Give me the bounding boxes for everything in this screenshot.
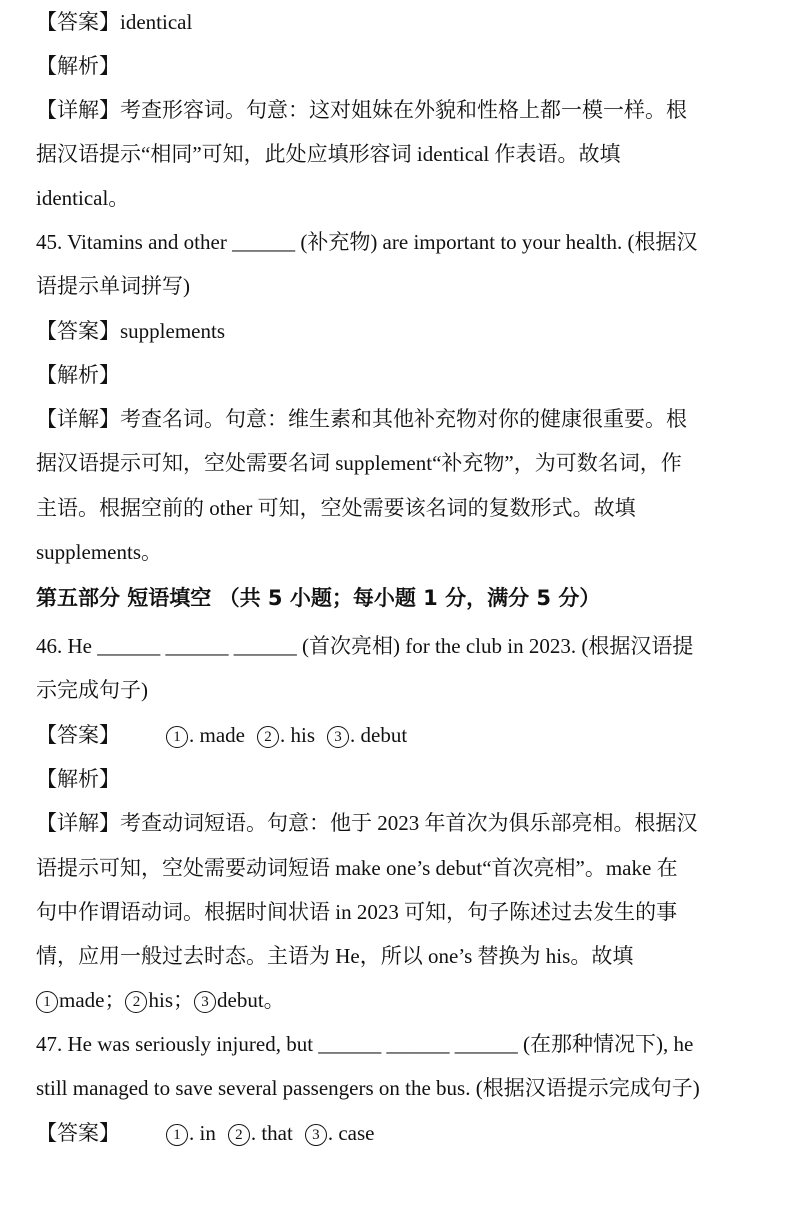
circled-number-icon: 2 bbox=[228, 1124, 250, 1146]
answer-47-item-2: 2 . that bbox=[228, 1111, 293, 1155]
answer-45: 【答案】supplements bbox=[36, 319, 225, 343]
explanation-45-line2: 据汉语提示可知，空处需要名词 supplement“补充物”，为可数名词，作 bbox=[36, 451, 682, 475]
circled-number-icon: 1 bbox=[166, 726, 188, 748]
circled-number-icon: 2 bbox=[125, 991, 147, 1013]
answer-44: 【答案】identical bbox=[36, 10, 193, 34]
answer-46-item-3: 3 . debut bbox=[327, 713, 407, 757]
explanation-45-line4: supplements。 bbox=[36, 540, 162, 564]
answer-46-item-2: 2 . his bbox=[257, 713, 315, 757]
explanation-45-line1: 【详解】考查名词。句意：维生素和其他补充物对你的健康很重要。根 bbox=[36, 407, 687, 431]
circled-number-icon: 1 bbox=[36, 991, 58, 1013]
explanation-46-line1: 【详解】考查动词短语。句意：他于 2023 年首次为俱乐部亮相。根据汉 bbox=[36, 811, 698, 835]
answer-47 bbox=[36, 1111, 386, 1155]
question-46-line2: 示完成句子) bbox=[36, 678, 148, 702]
explanation-44-line3: identical。 bbox=[36, 186, 130, 210]
answer-46 bbox=[36, 713, 419, 757]
question-47-line2: still managed to save several passengers on the bus. (根据汉语提示完成句子) bbox=[36, 1076, 700, 1100]
section-title-part5: 第五部分 短语填空 （共 5 小题；每小题 1 分，满分 5 分） bbox=[36, 586, 601, 610]
fill-46-item-3: 3 debut。 bbox=[194, 988, 285, 1012]
analysis-label-46: 【解析】 bbox=[36, 767, 120, 791]
question-45-line2: 语提示单词拼写) bbox=[36, 274, 190, 298]
explanation-46-line4: 情，应用一般过去时态。主语为 He，所以 one’s 替换为 his。故填 bbox=[36, 944, 634, 968]
answer-47-item-1: 1 . in bbox=[166, 1111, 216, 1155]
explanation-46-line3: 句中作谓语动词。根据时间状语 in 2023 可知，句子陈述过去发生的事 bbox=[36, 900, 678, 924]
explanation-46-line5 bbox=[36, 978, 285, 1022]
circled-number-icon: 1 bbox=[166, 1124, 188, 1146]
fill-46-item-1: 1 made； bbox=[36, 988, 125, 1012]
answer-tag: 【答案】 bbox=[36, 1121, 120, 1145]
explanation-46-line2: 语提示可知，空处需要动词短语 make one’s debut“首次亮相”。make 在 bbox=[36, 856, 678, 880]
answer-47-item-3: 3 . case bbox=[305, 1111, 375, 1155]
question-46-line1: 46. He ______ ______ ______ (首次亮相) for the club in 2023. (根据汉语提 bbox=[36, 634, 694, 658]
circled-number-icon: 3 bbox=[194, 991, 216, 1013]
explanation-44-line1: 【详解】考查形容词。句意：这对姐妹在外貌和性格上都一模一样。根 bbox=[36, 98, 687, 122]
analysis-label-44: 【解析】 bbox=[36, 54, 120, 78]
question-47-line1: 47. He was seriously injured, but ______ ______ ______ (在那种情况下), he bbox=[36, 1032, 694, 1056]
answer-46-item-1: 1 . made bbox=[166, 713, 245, 757]
circled-number-icon: 3 bbox=[305, 1124, 327, 1146]
answer-tag: 【答案】 bbox=[36, 723, 120, 747]
circled-number-icon: 3 bbox=[327, 726, 349, 748]
fill-46-item-2: 2 his； bbox=[125, 988, 194, 1012]
analysis-label-45: 【解析】 bbox=[36, 363, 120, 387]
circled-number-icon: 2 bbox=[257, 726, 279, 748]
question-45-line1: 45. Vitamins and other ______ (补充物) are important to your health. (根据汉 bbox=[36, 230, 698, 254]
explanation-44-line2: 据汉语提示“相同”可知，此处应填形容词 identical 作表语。故填 bbox=[36, 142, 621, 166]
explanation-45-line3: 主语。根据空前的 other 可知，空处需要该名词的复数形式。故填 bbox=[36, 496, 636, 520]
